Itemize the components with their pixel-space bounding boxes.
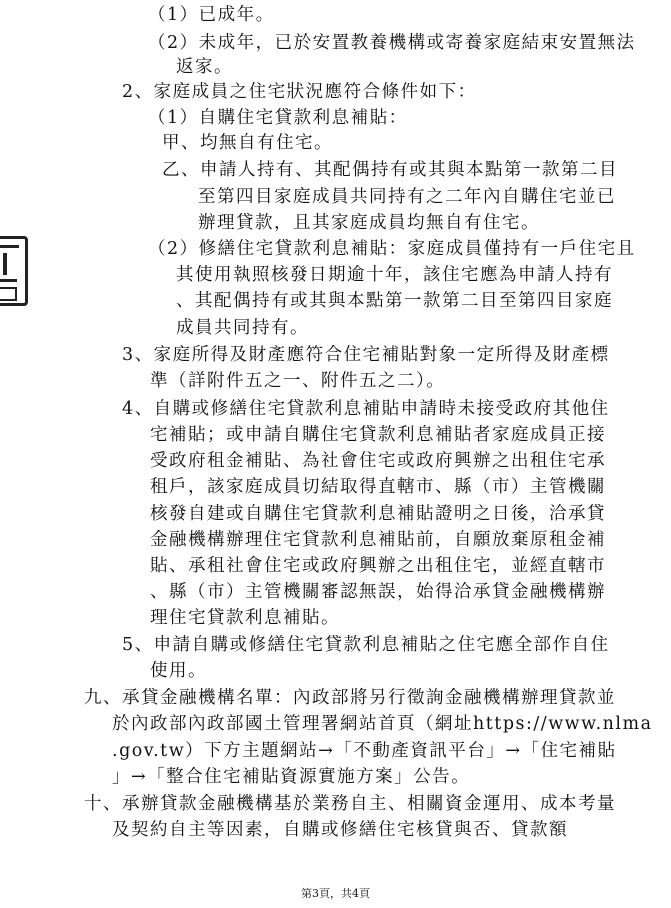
text-line: 租戶，該家庭成員切結取得直轄市、縣（市）主管機關 bbox=[150, 477, 606, 497]
text-line: 3、家庭所得及財產應符合住宅補貼對象一定所得及財產標 bbox=[122, 345, 610, 365]
text-line: 4、自購或修繕住宅貸款利息補貼申請時未接受政府其他住 bbox=[122, 399, 610, 419]
text-line: 貼、承租社會住宅或政府興辦之出租住宅，並經直轄市 bbox=[150, 556, 606, 576]
text-line: 九、承貸金融機構名單：內政部將另行徵詢金融機構辦理貸款並 bbox=[84, 688, 616, 708]
text-line: 金融機構辦理住宅貸款利息補貼前，自願放棄原租金補 bbox=[150, 530, 606, 550]
text-line: 受政府租金補貼、為社會住宅或政府興辦之出租住宅承 bbox=[150, 451, 606, 471]
text-line: 」→「整合住宅補貼資源實施方案」公告。 bbox=[112, 767, 471, 787]
text-line: （2）修繕住宅貸款利息補貼：家庭成員僅持有一戶住宅且 bbox=[148, 239, 636, 259]
text-line: .gov.tw）下方主題網站→「不動產資訊平台」→「住宅補貼 bbox=[112, 741, 617, 761]
text-line: 成員共同持有。 bbox=[176, 318, 309, 338]
text-line: 理住宅貸款利息補貼。 bbox=[150, 608, 340, 628]
text-line: 其使用執照核發日期逾十年，該住宅應為申請人持有 bbox=[176, 265, 613, 285]
text-line: 宅補貼；或申請自購住宅貸款利息補貼者家庭成員正接 bbox=[150, 425, 606, 445]
text-line: 、其配偶持有或其與本點第一款第二目至第四目家庭 bbox=[176, 291, 613, 311]
text-line: 及契約自主等因素，自購或修繕住宅核貸與否、貸款額 bbox=[112, 820, 568, 840]
text-line: （1）自購住宅貸款利息補貼： bbox=[148, 108, 408, 128]
text-line: 十、承辦貸款金融機構基於業務自主、相關資金運用、成本考量 bbox=[84, 794, 616, 814]
text-line: 至第四目家庭成員共同持有之二年內自購住宅並已 bbox=[198, 187, 616, 207]
text-line: 使用。 bbox=[150, 661, 207, 681]
text-line: （1）已成年。 bbox=[148, 5, 275, 25]
text-line: 核發自建或自購住宅貸款利息補貼證明之日後，洽承貸 bbox=[150, 504, 606, 524]
text-line: 2、家庭成員之住宅狀況應符合條件如下： bbox=[122, 82, 477, 102]
text-line: 準（詳附件五之一、附件五之二）。 bbox=[150, 371, 446, 391]
text-line: 5、申請自購或修繕住宅貸款利息補貼之住宅應全部作自住 bbox=[122, 635, 610, 655]
text-line: 於內政部內政部國土管理署網站首頁（網址https://www.nlma bbox=[112, 714, 653, 734]
text-line: 返家。 bbox=[176, 57, 233, 77]
text-line: 甲、均無自有住宅。 bbox=[162, 133, 333, 153]
text-line: 乙、申請人持有、其配偶持有或其與本點第一款第二目 bbox=[162, 160, 618, 180]
text-line: 、縣（市）主管機關審認無誤，始得洽承貸金融機構辦 bbox=[150, 582, 606, 602]
page-number-footer: 第3頁，共4頁 bbox=[301, 887, 370, 900]
text-line: （2）未成年，已於安置教養機構或寄養家庭結束安置無法 bbox=[148, 33, 636, 53]
text-line: 辦理貸款，且其家庭成員均無自有住宅。 bbox=[198, 213, 540, 233]
official-seal-stamp bbox=[0, 236, 28, 306]
